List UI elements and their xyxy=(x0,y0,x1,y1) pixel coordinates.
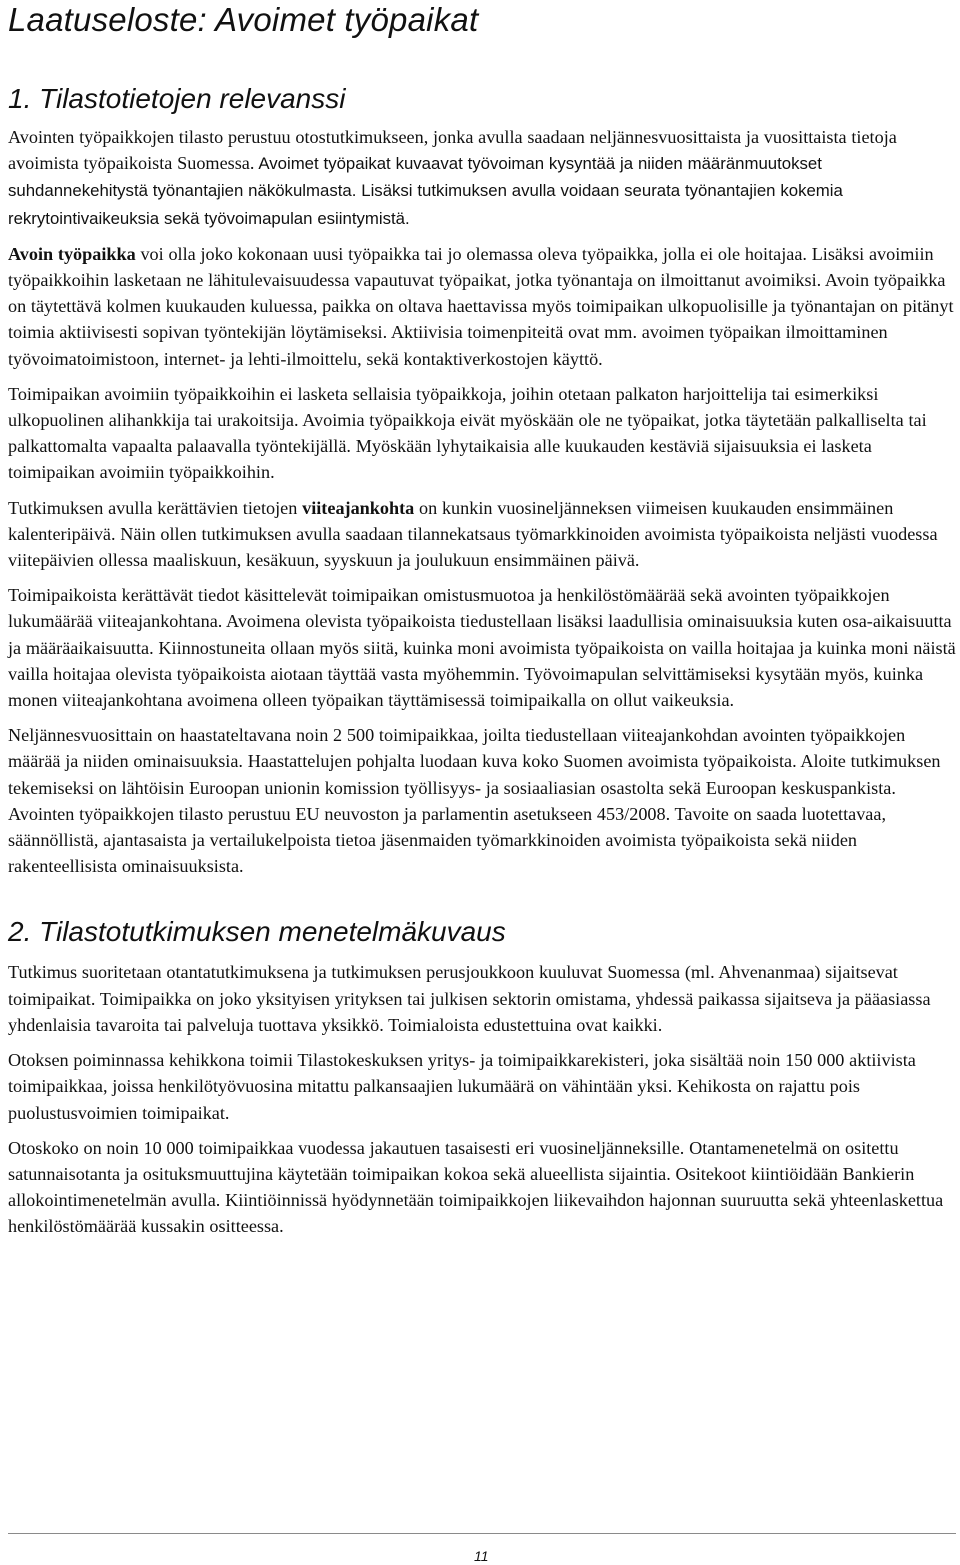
paragraph: Toimipaikoista kerättävät tiedot käsittelevät toimipaikan omistusmuotoa ja henkilöstömäärää sekä avointen työpaikkojen lukumäärää viiteajankohtana. Avoimena olevista työpaikoista tiedustellaan lisäksi laadullisia ominaisuuksia kuten osa-aikaisuutta ja määräaikaisuutta. Kiinnostuneita ollaan myös siitä, kuinka moni avoimista työpaikoista on vailla hoitajaa ja kuinka moni näistä vailla hoitajaa olevista työpaikoista aiotaan täyttää vasta myöhemmin. Työvoimapulan selvittämiseksi kysytään myös, kuinka monen viiteajankohtana avoimena olleen työpaikan täyttämisessä toimipaikalla on ollut vaikeuksia. xyxy=(8,585,956,711)
paragraph xyxy=(8,241,956,372)
page-number: 11 xyxy=(474,1548,489,1564)
paragraph: Tutkimus suoritetaan otantatutkimuksena ja tutkimuksen perusjoukkoon kuuluvat Suomessa (ml. Ahvenanmaa) sijaitsevat toimipaikat. Toimipaikka on joko yksityisen yrityksen tai julkisen sektorin omistama, yhdessä paikassa sijaitseva ja pääasiassa yhdenlaisia tavaroita tai palveluja tuottava yksikkö. Toimialoista edustettuina ovat kaikki. xyxy=(8,962,931,1035)
term-open-vacancy: Avoin työpaikka xyxy=(8,243,136,264)
paragraph-text: Tutkimuksen avulla kerättävien tietojen xyxy=(8,497,303,518)
section-heading-methodology: 2. Tilastotutkimuksen menetelmäkuvaus xyxy=(8,916,506,948)
paragraph xyxy=(8,495,956,574)
paragraph: Neljännesvuosittain on haastateltavana noin 2 500 toimipaikkaa, joilta tiedustellaan viiteajankohdan avointen työpaikkojen määrää ja niiden ominaisuuksia. Haastattelujen pohjalta luodaan kuva koko Suomen avoimista työpaikoista. Aloite tutkimuksen tekemiseksi on lähtöisin Euroopan unionin komission työllisyys- ja sosiaaliasian osastolta sekä Euroopan keskuspankista. Avointen työpaikkojen tilasto perustuu EU neuvoston ja parlamentin asetukseen 453/2008. Tavoite on saada luotettavaa, säännöllistä, ajantasaista ja vertailukelpoista tietoa jäsenmaiden työmarkkinoiden avoimista työpaikoista sekä niiden rakenteellisista ominaisuuksista. xyxy=(8,725,941,877)
document-page xyxy=(8,0,956,1249)
paragraph: Otoskoko on noin 10 000 toimipaikkaa vuodessa jakautuen tasaisesti eri vuosineljänneksille. Otantamenetelmä on ositettu satunnaisotanta ja osituksmuuttujina käytetään toimipaikan kokoa sekä alueellista sijaintia. Ositekoot kiintiöidään Bankierin allokointimenetelmän avulla. Kiintiöinnissä hyödynnetään toimipaikkojen liikevaihdon hajonnan suuruutta sekä yhteenlaskettua henkilöstömäärää kussakin ositteessa. xyxy=(8,1137,944,1237)
paragraph-text: on kunkin vuosineljänneksen viimeisen kuukauden ensimmäinen kalenteripäivä. Näin ollen tutkimuksen avulla saadaan tilannekatsaus työmarkkinoiden avoimista työpaikoista neljästi vuodessa viitepäivien ollessa maaliskuun, kesäkuun, syyskuun ja joulukuun ensimmäinen päivä. xyxy=(8,497,938,571)
section-heading-relevance: 1. Tilastotietojen relevanssi xyxy=(8,83,346,114)
paragraph: Otoksen poiminnassa kehikkona toimii Tilastokeskuksen yritys- ja toimipaikkarekisteri, joka sisältää noin 150 000 aktiivista toimipaikkaa, joissa henkilötyövuosina mitattu palkansaajien lukumäärä on vähintään yksi. Kehikosta on rajattu pois puolustusvoimien toimipaikat. xyxy=(8,1050,916,1123)
footer-divider xyxy=(8,1533,956,1534)
document-title: Laatuseloste: Avoimet työpaikat xyxy=(8,1,479,38)
paragraph-text: voi olla joko kokonaan uusi työpaikka tai jo olemassa oleva työpaikka, jolla ei ole hoitajaa. Lisäksi avoimiin työpaikkoihin lasketaan ne lähitulevaisuudessa vapautuvat työpaikat, jotka työnantaja on ilmoittanut avoimiksi. Avoin työpaikka on täytettävä kolmen kuukauden kuluessa, paikka on oltava haettavissa myös toimipaikan ulkopuolisille ja työnantajan on pitänyt toimia aktiivisesti sopivan työntekijän löytämiseksi. Aktiivisia toimenpiteitä ovat mm. avoimen työpaikan ilmoittaminen työvoimatoimistoon, internet- ja lehti-ilmoittelu, sekä kontaktiverkostojen käyttö. xyxy=(8,243,954,369)
paragraph-text-sans: Avoimet työpaikat kuvaavat työvoiman kysyntää ja niiden määränmuutokset suhdannekehitystä työnantajien näkökulmasta. xyxy=(8,154,822,201)
paragraph xyxy=(8,124,956,232)
term-reference-date: viiteajankohta xyxy=(302,497,415,518)
paragraph: Toimipaikan avoimiin työpaikkoihin ei lasketa sellaisia työpaikkoja, joihin otetaan palkaton harjoittelija tai esimerkiksi ulkopuolinen alihankkija tai urakoitsija. Avoimia työpaikkoja eivät myöskään ole ne työpaikat, jotka täytetään palkalliselta tai palkattomalta vapaalta palaavalla työntekijällä. Myöskään lyhytaikaisia alle kuukauden kestäviä sijaisuuksia ei lasketa toimipaikan avoimiin työpaikkoihin. xyxy=(8,383,927,483)
paragraph-text: Avointen työpaikkojen tilasto perustuu otostutkimukseen, jonka avulla saadaan neljännesvuosittaista ja vuosittaista tietoja avoimista työpaikoista Suomessa. xyxy=(8,127,897,174)
paragraph-text-sans: Lisäksi tutkimuksen avulla voidaan seurata työnantajien kokemia rekrytointivaikeuksia sekä työvoimapulan esiintymistä. xyxy=(8,181,843,228)
